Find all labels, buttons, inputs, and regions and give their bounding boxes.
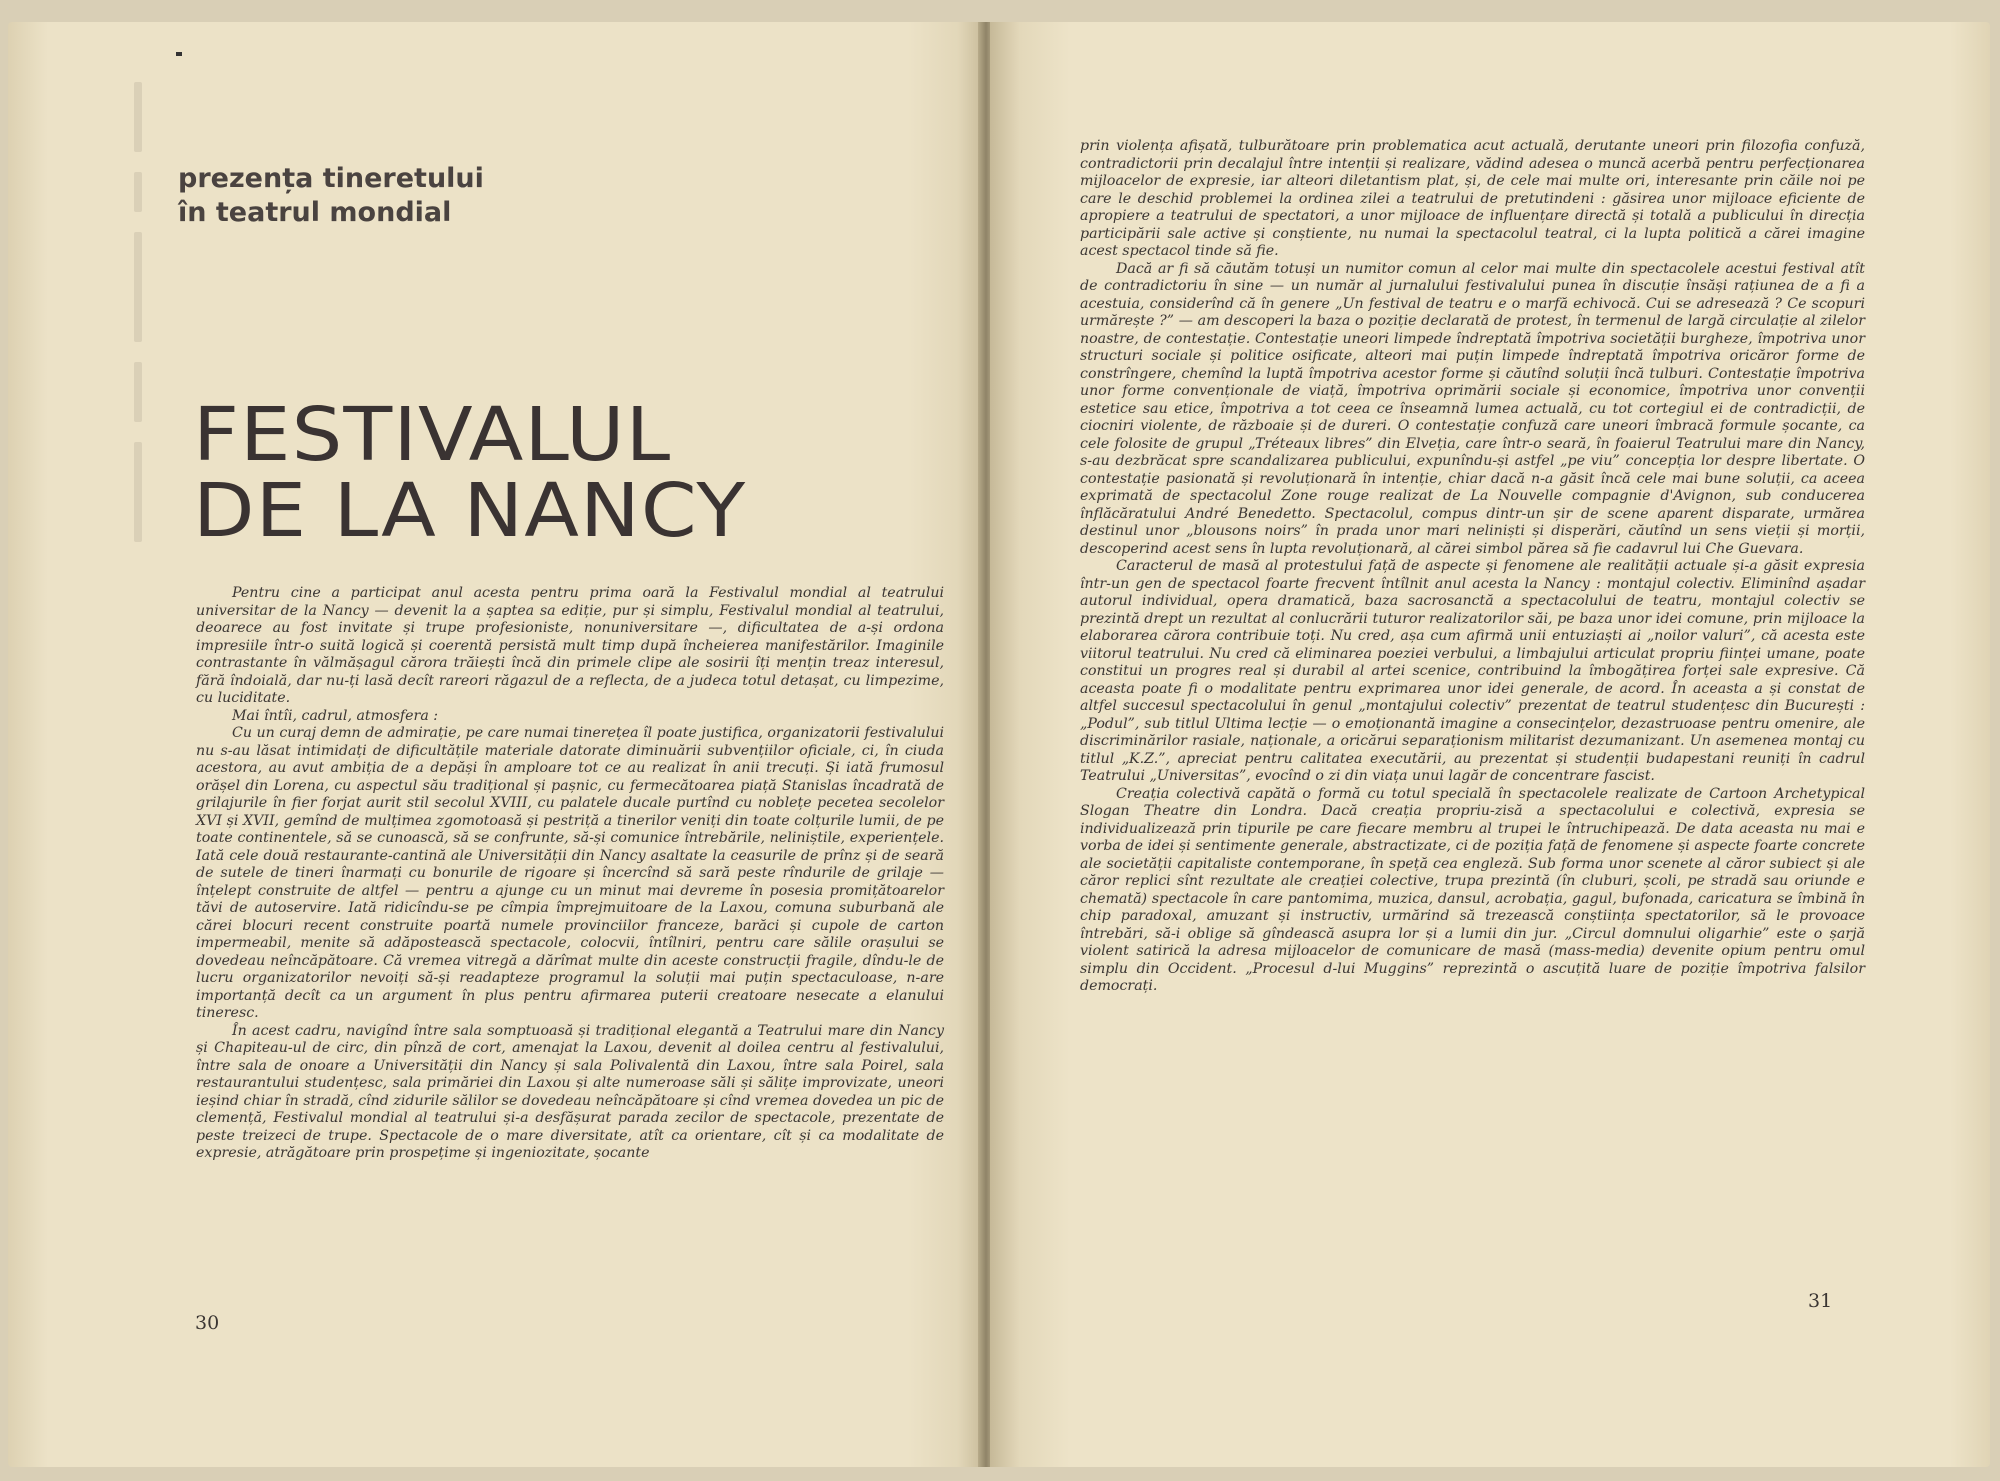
- right-article-body: [1080, 138, 1865, 996]
- page-tick-mark: [176, 52, 182, 56]
- paragraph: Caracterul de masă al protestului față de aspecte și fenomene ale realității actuale și-a găsit expresia într-un gen de spectacol foarte frecvent întîlnit anul acesta la Nancy : montajul colectiv. Eliminînd așadar autorul individual, opera dramatică, baza sacrosanctă a spectacolului de teatru, montajul colectiv se prezintă drept un rezultat al conlucrării tuturor realizatorilor săi, pe baza unor idei comune, prin mijloace la elaborarea cărora contribuie toți. Nu cred, așa cum afirmă unii entuziaști ai „noilor valuri”, că acesta este viitorul teatrului. Nu cred că eliminarea poeziei verbului, a limbajului articulat propriu ființei umane, poate constitui un progres real și durabil al artei scenice, contribuind la îmbogățirea forței sale expresive. Că aceasta poate fi o modalitate pentru exprimarea unor idei generale, de acord. În aceasta a și constat de altfel succesul spectacolului în genul „montajului colectiv” prezentat de teatrul studențesc din București : „Podul”, sub titlul Ultima lecție — o emoționantă imagine a consecințelor, dezastruoase pentru omenire, ale discriminărilor rasiale, naționale, a oricărui separaționism militarist dezumanizant. Un asemenea montaj cu titlul „K.Z.”, apreciat pentru calitatea executării, au prezentat și studenții budapestani reuniți în cadrul Teatrului „Universitas”, evocînd o zi din viața unui lagăr de concentrare fascist.: [1080, 558, 1865, 784]
- paragraph: În acest cadru, navigînd între sala somptuoasă și tradițional elegantă a Teatrului mare din Nancy și Chapiteau-ul de circ, din pînză de cort, amenajat la Laxou, devenit al doilea centru al festivalului, între sala de onoare a Universității din Nancy și sala Polivalentă din Laxou, între sala Poirel, sala restaurantului studențesc, sala primăriei din Laxou și alte numeroase săli și sălițe improvizate, uneori ieșind chiar în stradă, cînd zidurile sălilor se dovedeau neîncăpătoare și cînd vremea dovedea un pic de clemență, Festivalul mondial al teatrului și-a desfășurat parada zecilor de spectacole, prezentate de peste treizeci de trupe. Spectacole de o mare diversitate, atît ca orientare, cît și ca modalitate de expresie, atrăgătoare prin prospețime și ingeniozitate, șocante: [196, 1022, 944, 1161]
- faint-vertical-stamp: [128, 82, 148, 552]
- paragraph: Mai întîi, cadrul, atmosfera :: [232, 707, 439, 724]
- section-title: prezența tineretului în teatrul mondial: [178, 163, 484, 228]
- left-page: [8, 22, 983, 1467]
- paragraph: Dacă ar fi să căutăm totuși un numitor comun al celor mai multe din spectacolele acestui festival atît de contradictoriu în sine — un număr al jurnalului festivalului punea în discuție însăși rațiunea de a fi a acestuia, considerînd că în genere „Un festival de teatru e o marfă echivocă. Cui se adresează ? Ce scopuri urmărește ?” — am descoperi la baza o poziție declarată de protest, în termenul de largă circulație al zilelor noastre, de contestație. Contestație uneori limpede îndreptată împotriva societății burgheze, împotriva unor structuri sociale și politice osificate, alteori mai puțin limpede îndreptată împotriva oricăror forme de constrîngere, chemînd la luptă împotriva acestor forme și căutînd soluții încă tulburi. Contestație împotriva unor forme convenționale de viață, împotriva oprimării sociale și economice, împotriva unor convenții estetice sau etice, împotriva a tot ceea ce înseamnă lumea actuală, cu tot cortegiul ei de contradicții, de ciocniri violente, de războaie și de dureri. O contestație confuză care uneori îmbracă formule șocante, ca cele folosite de grupul „Tréteaux libres” din Elveția, care într-o seară, în foaierul Teatrului mare din Nancy, s-au dezbrăcat spre scandalizarea publicului, expunîndu-și astfel „pe viu” concepția lor despre libertate. O contestație pasionată și revoluționară în intenție, chiar dacă n-a găsit încă cele mai bune soluții, ca aceea exprimată de spectacolul Zone rouge realizat de La Nouvelle compagnie d'Avignon, sub conducerea înflăcăratului André Benedetto. Spectacolul, compus dintr-un șir de scene aparent disparate, urmărea destinul unor „blousons noirs” în prada unor mari neliniști și disperări, căutînd un sens vieții și morții, descoperind acest sens în lupta revoluționară, al cărei simbol părea să fie cadavrul lui Che Guevara.: [1080, 260, 1865, 557]
- page-number-right: 31: [1808, 1290, 1833, 1312]
- article-headline: FESTIVALUL DE LA NANCY: [193, 392, 747, 554]
- page-number-left: 30: [195, 1312, 220, 1334]
- paragraph: prin violența afișată, tulburătoare prin problematica acut actuală, derutante uneori prin filozofia confuză, contradictorii prin decalajul între intenții și realizare, vădind adesea o muncă acerbă pentru perfecționarea mijloacelor de expresie, iar alteori diletantism plat, și, de cele mai multe ori, interesante prin căile noi pe care le deschid problemei la ordinea zilei a teatrului de pretutindeni : găsirea unor mijloace eficiente de apropiere a teatrului de spectatori, a unor mijloace de influențare directă și totală a publicului în direcția participării sale active și conștiente, nu numai la spectacolul teatral, ci la lupta politică a cărei imagine acest spectacol tinde să fie.: [1080, 138, 1865, 259]
- paragraph: Cu un curaj demn de admirație, pe care numai tinerețea îl poate justifica, organizatorii festivalului nu s-au lăsat intimidați de dificultățile materiale datorate diminuării subvențiilor oficiale, ci, în ciuda acestora, au avut ambiția de a depăși în amploare tot ce au realizat în anii trecuți. Și iată frumosul orășel din Lorena, cu aspectul său tradițional și pașnic, cu fermecătoarea piață Stanislas încadrată de grilajurile în fier forjat aurit stil secolul XVIII, cu palatele ducale purtînd cu noblețe pecetea secolelor XVI și XVII, gemînd de mulțimea zgomotoasă și pestriță a tinerilor veniți din toate colțurile lumii, de pe toate continentele, să se cunoască, să se confrunte, să-și comunice întrebările, neliniștile, experiențele. Iată cele două restaurante-cantină ale Universității din Nancy asaltate la ceasurile de prînz și de seară de sutele de tineri înarmați cu bonurile de rigoare și încercînd să sară peste rîndurile de grilaje — înțelept construite de altfel — pentru a ajunge cu un minut mai devreme în posesia promițătoarelor tăvi de autoservire. Iată ridicîndu-se pe cîmpia împrejmuitoare de la Laxou, comuna suburbană ale cărei blocuri recent construite poartă numele provinciilor franceze, barăci și cupole de carton impermeabil, menite să adăpostească spectacole, colocvii, întîlniri, pentru care sălile orașului se dovedeau neîncăpătoare. Că vremea vitregă a dărîmat multe din aceste construcții fragile, dîndu-le de lucru organizatorilor nevoiți să-și readapteze programul la soluții mai puțin spectaculoase, n-are importanță decît ca un argument în plus pentru afirmarea puterii creatoare nesecate a elanului tineresc.: [196, 725, 944, 1021]
- left-article-body: [196, 585, 944, 1163]
- paragraph: Creația colectivă capătă o formă cu totul specială în spectacolele realizate de Cartoon Archetypical Slogan Theatre din Londra. Dacă creația propriu-zisă a spectacolului e colectivă, expresia se individualizează prin tipurile pe care fiecare membru al trupei le întruchipează. De data aceasta nu mai e vorba de idei și sentimente generale, abstractizate, ci de poziția față de fenomene și aspecte foarte concrete ale societății capitaliste contemporane, în speță cea engleză. Sub forma unor scenete al căror subiect și ale căror replici sînt rezultate ale creației colective, trupa prezintă (în cluburi, școli, pe stradă sau oriunde e chemată) spectacole în care pantomima, muzica, dansul, acrobația, gagul, bufonada, caricatura se îmbină în chip paradoxal, amuzant și instructiv, urmărind să trezească conștiința spectatorilor, să le provoace întrebări, să-i oblige să gîndească asupra lor și a lumii din jur. „Circul domnului oligarhie” este o șarjă violent satirică la adresa mijloacelor de comunicare de masă (mass-media) devenite opium pentru omul simplu din Occident. „Procesul d-lui Muggins” reprezintă o ascuțită luare de poziție împotriva falsilor democrați.: [1080, 785, 1865, 994]
- paragraph: Pentru cine a participat anul acesta pentru prima oară la Festivalul mondial al teatrului universitar de la Nancy — devenit la a șaptea sa ediție, pur și simplu, Festivalul mondial al teatrului, deoarece au fost invitate și trupe profesioniste, nonuniversitare —, dificultatea de a-și ordona impresiile într-o suită logică și coerentă persistă mult timp după încheierea manifestărilor. Imaginile contrastante în vălmășagul cărora trăiești încă din primele clipe ale sosirii îți mențin treaz interesul, fără îndoială, dar nu-ți lasă decît rareori răgazul de a reflecta, de a judeca totul detașat, cu limpezime, cu luciditate.: [196, 585, 944, 706]
- right-page: [990, 22, 1990, 1467]
